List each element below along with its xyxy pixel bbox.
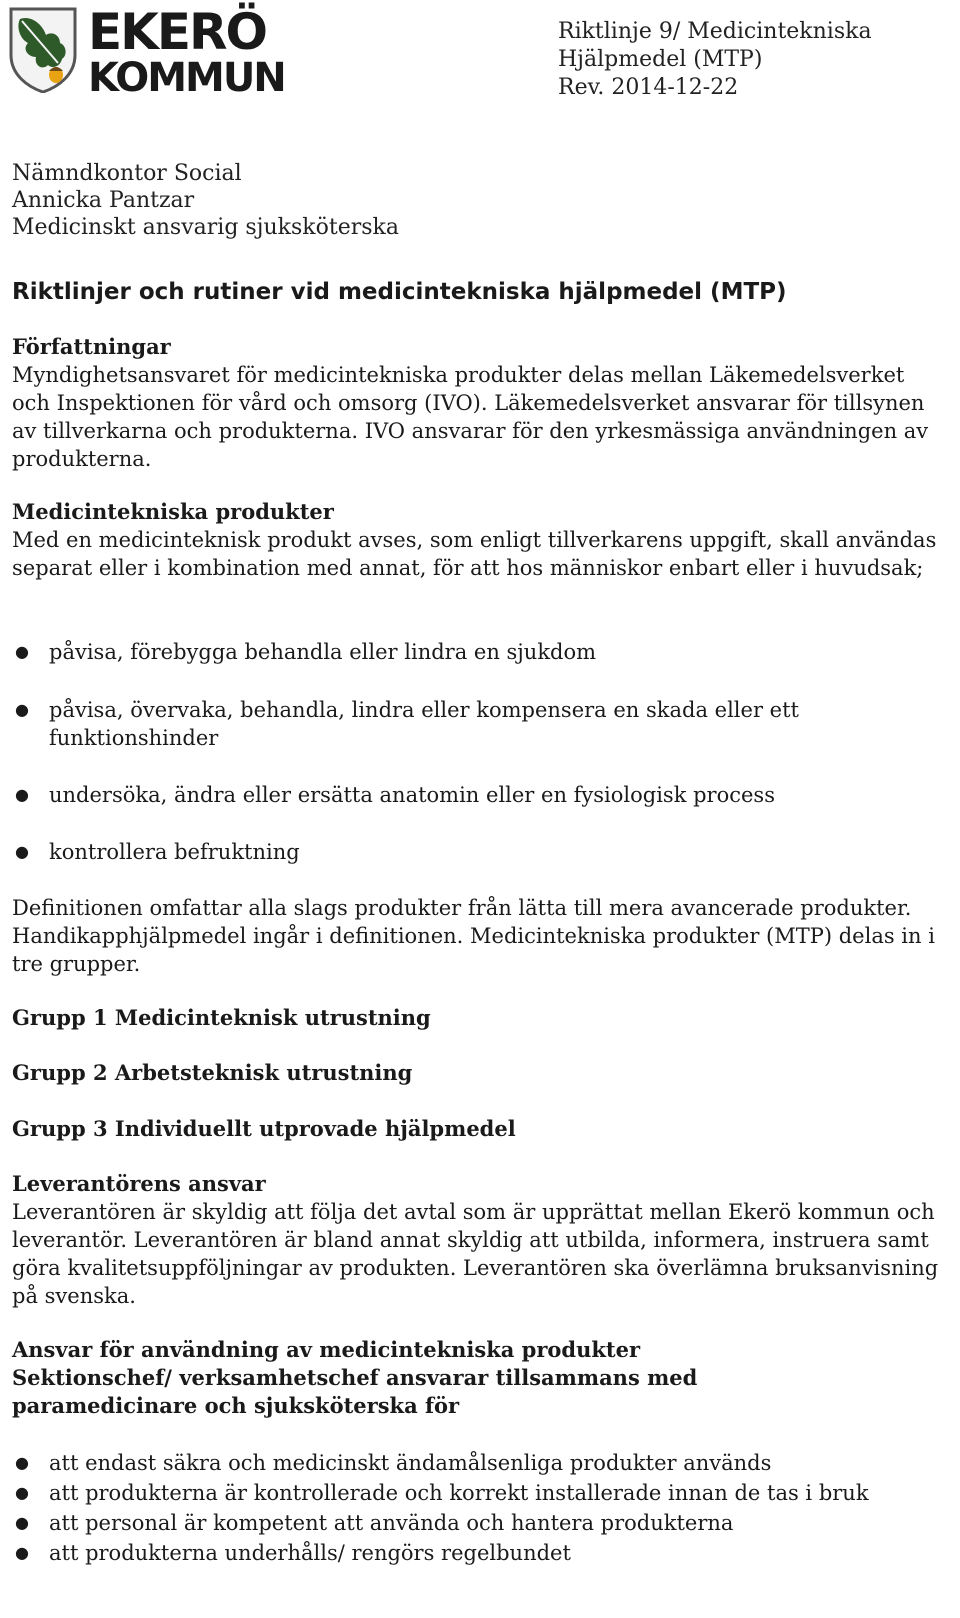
bullet-icon: ● xyxy=(15,785,29,804)
list-item: ● att produkterna underhålls/ rengörs regelbundet xyxy=(12,1538,947,1568)
oak-leaf-shield-icon xyxy=(8,5,78,93)
section-paragraph: Med en medicinteknisk produkt avses, som enligt tillverkarens uppgift, skall användas separat eller i kombination med annat, för att hos människor enbart eller i huvudsak; xyxy=(12,528,937,580)
logo-line-kommun: KOMMUN xyxy=(88,55,285,101)
section-leverantor xyxy=(12,1170,947,1310)
author-name: Annicka Pantzar xyxy=(12,188,195,213)
purpose-list xyxy=(12,696,947,752)
bullet-icon: ● xyxy=(15,700,29,719)
purpose-list xyxy=(12,838,947,866)
section-subheading: paramedicinare och sjuksköterska för xyxy=(12,1393,460,1418)
list-item: ● att produkterna är kontrollerade och korrekt installerade innan de tas i bruk xyxy=(12,1478,947,1508)
purpose-list xyxy=(12,638,947,666)
section-heading: Författningar xyxy=(12,334,171,359)
section-heading: Leverantörens ansvar xyxy=(12,1171,266,1196)
section-forfattningar xyxy=(12,333,947,473)
ekero-logo xyxy=(8,3,285,101)
bullet-icon: ● xyxy=(15,1483,29,1502)
revision-date: Rev. 2014-12-22 xyxy=(558,75,739,100)
bullet-icon: ● xyxy=(15,1513,29,1532)
group-1-heading: Grupp 1 Medicinteknisk utrustning xyxy=(12,1005,431,1030)
list-item: ● påvisa, övervaka, behandla, lindra eller kompensera en skada eller ett funktionshinder xyxy=(15,698,799,750)
group-3-heading: Grupp 3 Individuellt utprovade hjälpmedel xyxy=(12,1116,516,1141)
section-heading: Ansvar för användning av medicintekniska produkter xyxy=(12,1337,641,1362)
list-item: ● att endast säkra och medicinskt ändamålsenliga produkter används xyxy=(12,1448,947,1478)
reference-line-2: Hjälpmedel (MTP) xyxy=(558,47,763,72)
group-2-heading: Grupp 2 Arbetsteknisk utrustning xyxy=(12,1060,413,1085)
logo-line-ekero: EKERÖ xyxy=(88,3,267,61)
responsibility-list xyxy=(12,1448,947,1568)
section-paragraph: Myndighetsansvaret för medicintekniska produkter delas mellan Läkemedelsverket och Inspektionen för vård och omsorg (IVO). Läkemedelsverket ansvarar för tillsynen av tillverkarna och produkterna. IVO ansvarar för den yrkesmässiga användningen av produkterna. xyxy=(12,363,929,471)
definition-paragraph: Definitionen omfattar alla slags produkter från lätta till mera avancerade produkter. Handikapphjälpmedel ingår i definitionen. Medicintekniska produkter (MTP) delas in i tre grupper. xyxy=(12,896,935,976)
document-reference xyxy=(558,18,872,102)
page-title: Riktlinjer och rutiner vid medicintekniska hjälpmedel (MTP) xyxy=(12,279,787,305)
list-item: ● undersöka, ändra eller ersätta anatomin eller en fysiologisk process xyxy=(15,783,775,807)
sender-block xyxy=(12,160,399,241)
author-role: Medicinskt ansvarig sjuksköterska xyxy=(12,215,399,240)
purpose-list xyxy=(12,781,947,809)
reference-line-1: Riktlinje 9/ Medicintekniska xyxy=(558,19,872,44)
list-item: ● kontrollera befruktning xyxy=(15,840,300,864)
section-heading: Medicintekniska produkter xyxy=(12,499,334,524)
section-paragraph: Leverantören är skyldig att följa det avtal som är upprättat mellan Ekerö kommun och leverantör. Leverantören är bland annat skyldig att utbilda, informera, instruera samt göra kvalitetsuppföljningar av produkten. Leverantören ska överlämna bruksanvisning på svenska. xyxy=(12,1200,939,1308)
department: Nämndkontor Social xyxy=(12,161,242,186)
bullet-icon: ● xyxy=(15,1453,29,1472)
list-item: ● att personal är kompetent att använda och hantera produkterna xyxy=(12,1508,947,1538)
list-item: ● påvisa, förebygga behandla eller lindra en sjukdom xyxy=(15,640,597,664)
section-ansvar xyxy=(12,1336,947,1420)
section-produkter xyxy=(12,498,947,582)
bullet-icon: ● xyxy=(15,1543,29,1562)
bullet-icon: ● xyxy=(15,642,29,661)
section-subheading: Sektionschef/ verksamhetschef ansvarar tillsammans med xyxy=(12,1365,698,1390)
bullet-icon: ● xyxy=(15,842,29,861)
